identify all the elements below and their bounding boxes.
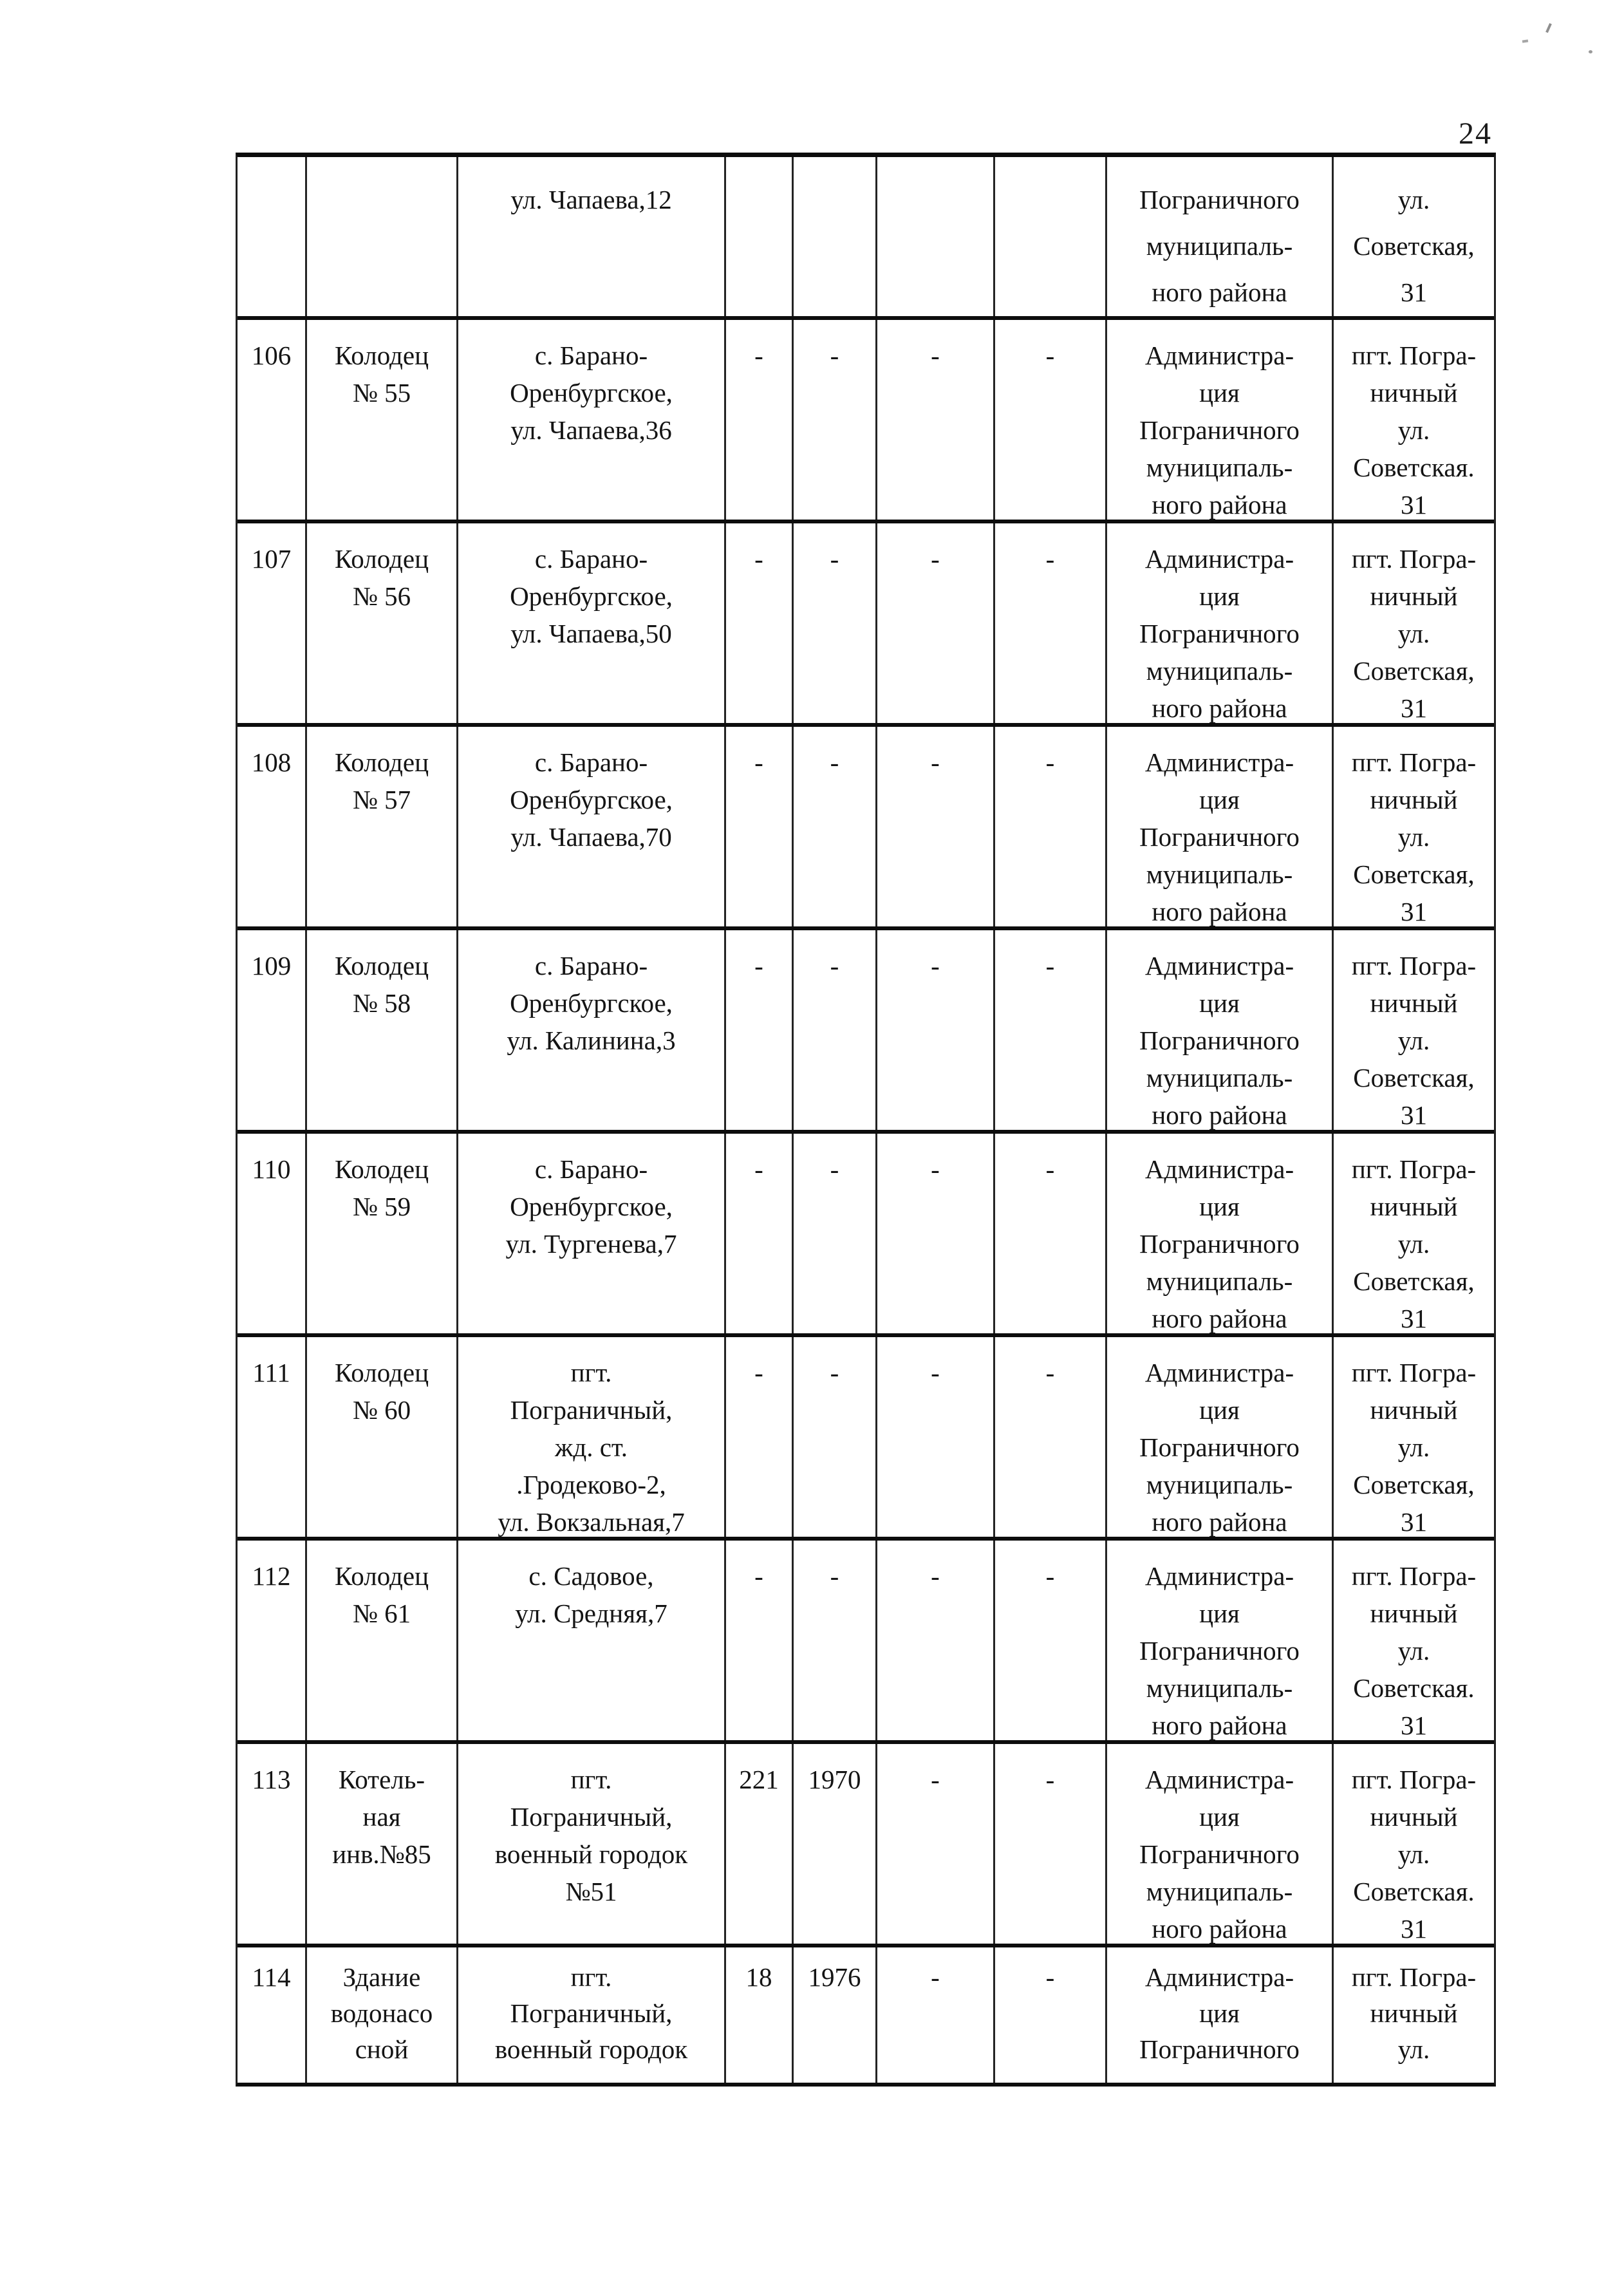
cell-text-line: ул. Средняя,7 (515, 1599, 667, 1628)
cell-year-built (794, 1541, 877, 1740)
cell-text-line: - (830, 951, 839, 980)
cell-text-line: Пограничного (1139, 1026, 1300, 1055)
cell-index (238, 1744, 307, 1944)
cell-object-address (458, 1337, 726, 1537)
cell-text-line: 111 (252, 1358, 290, 1387)
cell-text-line: Пограничного (1139, 619, 1300, 648)
cell-text-line: ция (1199, 785, 1240, 814)
cell-text-line: - (1045, 341, 1055, 370)
cell-text-line: 31 (1401, 490, 1427, 520)
cell-text-line: - (1045, 1358, 1055, 1387)
cell-text-line: ул. (1397, 822, 1430, 852)
cell-owner (1107, 1947, 1334, 2083)
cell-index (238, 1337, 307, 1537)
cell-text-line: Советская. (1353, 1877, 1475, 1906)
cell-text-line: пгт. Погра- (1351, 1154, 1477, 1184)
cell-value-1 (877, 523, 995, 723)
cell-object-address (458, 320, 726, 520)
table-row (238, 1744, 1494, 1947)
cell-text-line: - (830, 341, 839, 370)
cell-text-line: ничный (1370, 1998, 1458, 2028)
cell-text-line: муниципаль- (1146, 1673, 1293, 1703)
cell-text-line: Пограничный, (510, 1395, 673, 1425)
table-row (238, 1337, 1494, 1541)
cell-value-1 (877, 320, 995, 520)
cell-owner (1107, 157, 1334, 316)
cell-value-1 (877, 1134, 995, 1333)
cell-index (238, 157, 307, 316)
cell-value-2 (995, 930, 1107, 1130)
cell-text-line: 18 (745, 1962, 772, 1992)
cell-text-line: № 56 (352, 581, 411, 611)
cell-text-line: водонасо (330, 1998, 433, 2028)
cell-text-line: № 61 (352, 1599, 411, 1628)
cell-text-line: 107 (251, 544, 292, 574)
cell-text-line: Пограничного (1139, 1839, 1300, 1869)
cell-text-line: ничный (1370, 1192, 1458, 1221)
cell-text-line: 112 (252, 1561, 291, 1591)
cell-area (726, 523, 794, 723)
cell-text-line: муниципаль- (1146, 1877, 1293, 1906)
cell-text-line: Администра- (1144, 1154, 1294, 1184)
table-row (238, 1134, 1494, 1337)
cell-text-line: ного района (1152, 693, 1287, 723)
cell-text-line: пгт. Погра- (1351, 341, 1477, 370)
cell-index (238, 320, 307, 520)
cell-text-line: пгт. Погра- (1351, 1962, 1477, 1992)
cell-index (238, 930, 307, 1130)
cell-text-line: - (754, 747, 763, 777)
cell-text-line: №51 (565, 1877, 617, 1906)
cell-year-built (794, 320, 877, 520)
cell-text-line: пгт. (570, 1358, 612, 1387)
table-row (238, 320, 1494, 523)
cell-text-line: Советская, (1353, 859, 1475, 889)
cell-year-built (794, 930, 877, 1130)
cell-text-line: - (931, 544, 940, 574)
cell-object-address (458, 930, 726, 1130)
cell-owner-address (1334, 1337, 1494, 1537)
cell-text-line: - (754, 341, 763, 370)
cell-text-line: - (1045, 1561, 1055, 1591)
cell-text-line: Пограничного (1139, 185, 1300, 214)
cell-text-line: Пограничного (1139, 822, 1300, 852)
cell-text-line: Пограничный, (510, 1998, 673, 2028)
cell-object-name (307, 1337, 458, 1537)
cell-text-line: ция (1199, 378, 1240, 408)
cell-object-name (307, 1541, 458, 1740)
cell-text-line: ного района (1152, 1304, 1287, 1333)
cell-text-line: - (1045, 544, 1055, 574)
cell-text-line: - (931, 1765, 940, 1794)
cell-text-line: - (830, 747, 839, 777)
cell-text-line: Оренбургское, (510, 785, 673, 814)
cell-text-line: Советская, (1353, 1063, 1475, 1093)
cell-text-line: Администра- (1144, 951, 1294, 980)
cell-area (726, 1337, 794, 1537)
cell-text-line: - (754, 1154, 763, 1184)
cell-area (726, 1744, 794, 1944)
cell-text-line: пгт. Погра- (1351, 544, 1477, 574)
cell-area (726, 1134, 794, 1333)
cell-object-address (458, 157, 726, 316)
cell-year-built (794, 1744, 877, 1944)
cell-index (238, 1947, 307, 2083)
cell-value-1 (877, 727, 995, 926)
cell-text-line: - (830, 1561, 839, 1591)
cell-text-line: - (931, 341, 940, 370)
cell-text-line: ция (1199, 1395, 1240, 1425)
cell-text-line: - (931, 1962, 940, 1992)
cell-text-line: с. Барано- (534, 341, 648, 370)
cell-text-line: Оренбургское, (510, 378, 673, 408)
cell-value-1 (877, 1947, 995, 2083)
table-row (238, 523, 1494, 727)
cell-value-1 (877, 1541, 995, 1740)
cell-text-line: пгт. Погра- (1351, 747, 1477, 777)
cell-text-line: - (754, 1561, 763, 1591)
cell-value-1 (877, 157, 995, 316)
cell-text-line: ничный (1370, 1599, 1458, 1628)
cell-text-line: ул. Чапаева,50 (510, 619, 672, 648)
cell-text-line: муниципаль- (1146, 1266, 1293, 1296)
cell-text-line: Пограничного (1139, 1432, 1300, 1462)
cell-text-line: муниципаль- (1146, 231, 1293, 261)
cell-text-line: ул. Калинина,3 (507, 1026, 676, 1055)
cell-text-line: 31 (1401, 1304, 1427, 1333)
cell-value-1 (877, 1744, 995, 1944)
cell-text-line: 31 (1401, 897, 1427, 926)
cell-year-built (794, 157, 877, 316)
scan-artifact (1522, 39, 1528, 42)
cell-text-line: муниципаль- (1146, 1470, 1293, 1499)
cell-text-line: - (1045, 1765, 1055, 1794)
cell-text-line: ция (1199, 581, 1240, 611)
cell-text-line: с. Барано- (534, 951, 648, 980)
table-row (238, 930, 1494, 1134)
cell-object-address (458, 1541, 726, 1740)
cell-text-line: ного района (1152, 277, 1287, 307)
cell-object-name (307, 1134, 458, 1333)
cell-owner (1107, 523, 1334, 723)
cell-text-line: с. Барано- (534, 747, 648, 777)
cell-text-line: - (1045, 1962, 1055, 1992)
cell-owner (1107, 1541, 1334, 1740)
cell-owner (1107, 1337, 1334, 1537)
cell-text-line: Советская. (1353, 1673, 1475, 1703)
cell-text-line: - (931, 747, 940, 777)
cell-text-line: - (1045, 1154, 1055, 1184)
cell-text-line: пгт. Погра- (1351, 1358, 1477, 1387)
cell-object-address (458, 1947, 726, 2083)
cell-object-name (307, 523, 458, 723)
cell-text-line: ул. (1397, 2034, 1430, 2064)
cell-text-line: № 58 (352, 988, 411, 1018)
cell-value-2 (995, 1744, 1107, 1944)
cell-value-1 (877, 930, 995, 1130)
cell-text-line: 110 (252, 1154, 291, 1184)
cell-text-line: 1976 (808, 1962, 861, 1992)
cell-value-2 (995, 320, 1107, 520)
scan-artifact (1589, 50, 1592, 53)
cell-text-line: 221 (739, 1765, 779, 1794)
cell-text-line: ул. (1397, 619, 1430, 648)
cell-owner (1107, 320, 1334, 520)
cell-text-line: 114 (252, 1962, 291, 1992)
cell-text-line: Колодец (334, 951, 429, 980)
cell-text-line: ул. Чапаева,36 (510, 415, 672, 445)
cell-text-line: пгт. Погра- (1351, 1561, 1477, 1591)
cell-year-built (794, 1134, 877, 1333)
table-row (238, 1541, 1494, 1744)
cell-text-line: ул. (1397, 1636, 1430, 1665)
cell-object-address (458, 1744, 726, 1944)
cell-text-line: - (1045, 951, 1055, 980)
cell-text-line: Котель- (338, 1765, 425, 1794)
cell-object-name (307, 727, 458, 926)
cell-text-line: ул. (1397, 185, 1430, 214)
cell-text-line: Советская, (1353, 1470, 1475, 1499)
cell-object-address (458, 1134, 726, 1333)
cell-text-line: пгт. (570, 1962, 612, 1992)
cell-text-line: ция (1199, 1599, 1240, 1628)
cell-owner (1107, 1134, 1334, 1333)
cell-text-line: Оренбургское, (510, 581, 673, 611)
cell-text-line: военный городок (494, 2034, 688, 2064)
cell-text-line: ного района (1152, 1100, 1287, 1130)
cell-text-line: сной (355, 2034, 409, 2064)
cell-text-line: - (754, 544, 763, 574)
cell-text-line: Пограничного (1139, 1229, 1300, 1259)
cell-text-line: Оренбургское, (510, 1192, 673, 1221)
cell-owner-address (1334, 1541, 1494, 1740)
cell-text-line: пгт. Погра- (1351, 1765, 1477, 1794)
cell-text-line: № 55 (352, 378, 411, 408)
cell-text-line: Пограничного (1139, 2034, 1300, 2064)
cell-area (726, 727, 794, 926)
table-row (238, 1947, 1494, 2083)
cell-text-line: с. Садовое, (528, 1561, 654, 1591)
cell-text-line: муниципаль- (1146, 453, 1293, 482)
cell-text-line: 113 (252, 1765, 291, 1794)
cell-text-line: ничный (1370, 785, 1458, 814)
cell-text-line: ул. Чапаева,12 (510, 185, 672, 214)
cell-text-line: Пограничного (1139, 1636, 1300, 1665)
cell-text-line: № 57 (352, 785, 411, 814)
cell-text-line: ного района (1152, 1507, 1287, 1537)
table-row (238, 157, 1494, 320)
cell-text-line: муниципаль- (1146, 656, 1293, 686)
cell-text-line: ного района (1152, 897, 1287, 926)
cell-year-built (794, 1337, 877, 1537)
cell-text-line: - (931, 1561, 940, 1591)
table-row (238, 727, 1494, 930)
cell-text-line: ция (1199, 1998, 1240, 2028)
cell-text-line: 108 (251, 747, 292, 777)
cell-value-2 (995, 1134, 1107, 1333)
cell-text-line: ул. (1397, 1839, 1430, 1869)
cell-area (726, 1541, 794, 1740)
cell-text-line: Оренбургское, (510, 988, 673, 1018)
cell-text-line: - (931, 951, 940, 980)
cell-text-line: муниципаль- (1146, 1063, 1293, 1093)
cell-text-line: - (830, 544, 839, 574)
cell-text-line: 109 (251, 951, 292, 980)
cell-text-line: ничный (1370, 378, 1458, 408)
cell-text-line: военный городок (494, 1839, 688, 1869)
cell-index (238, 523, 307, 723)
cell-text-line: муниципаль- (1146, 859, 1293, 889)
cell-text-line: с. Барано- (534, 544, 648, 574)
cell-text-line: Колодец (334, 1561, 429, 1591)
cell-text-line: ул. Чапаева,70 (510, 822, 672, 852)
cell-text-line: ничный (1370, 581, 1458, 611)
cell-text-line: Пограничный, (510, 1802, 673, 1832)
cell-text-line: Администра- (1144, 1765, 1294, 1794)
cell-text-line: Советская, (1353, 656, 1475, 686)
cell-text-line: ция (1199, 988, 1240, 1018)
cell-object-name (307, 1947, 458, 2083)
cell-object-name (307, 320, 458, 520)
cell-text-line: жд. ст. (555, 1432, 628, 1462)
cell-text-line: № 59 (352, 1192, 411, 1221)
cell-text-line: Администра- (1144, 544, 1294, 574)
cell-value-2 (995, 1337, 1107, 1537)
cell-text-line: 31 (1401, 1100, 1427, 1130)
cell-value-2 (995, 1947, 1107, 2083)
cell-text-line: - (830, 1358, 839, 1387)
cell-text-line: ничный (1370, 988, 1458, 1018)
cell-text-line: - (931, 1154, 940, 1184)
cell-text-line: 31 (1401, 1507, 1427, 1537)
cell-text-line: - (754, 951, 763, 980)
scan-artifact (1545, 23, 1552, 33)
cell-text-line: Здание (342, 1962, 421, 1992)
cell-area (726, 157, 794, 316)
cell-object-address (458, 523, 726, 723)
cell-text-line: ул. Тургенева,7 (505, 1229, 677, 1259)
cell-owner (1107, 727, 1334, 926)
cell-text-line: 31 (1401, 1711, 1427, 1740)
cell-text-line: ция (1199, 1192, 1240, 1221)
cell-object-name (307, 157, 458, 316)
cell-object-address (458, 727, 726, 926)
cell-text-line: ного района (1152, 1914, 1287, 1944)
property-registry-table (236, 153, 1496, 2087)
cell-object-name (307, 930, 458, 1130)
cell-text-line: Администра- (1144, 1358, 1294, 1387)
cell-index (238, 1541, 307, 1740)
cell-text-line: 106 (251, 341, 292, 370)
cell-value-2 (995, 523, 1107, 723)
cell-text-line: 1970 (808, 1765, 861, 1794)
cell-owner-address (1334, 1947, 1494, 2083)
cell-text-line: 31 (1401, 693, 1427, 723)
cell-owner (1107, 930, 1334, 1130)
cell-owner-address (1334, 727, 1494, 926)
cell-text-line: ничный (1370, 1395, 1458, 1425)
cell-text-line: ничный (1370, 1802, 1458, 1832)
cell-text-line: Советская, (1353, 231, 1475, 261)
cell-text-line: ул. Вокзальная,7 (498, 1507, 685, 1537)
cell-text-line: ул. (1397, 1432, 1430, 1462)
cell-area (726, 1947, 794, 2083)
cell-year-built (794, 1947, 877, 2083)
cell-text-line: .Гродеково-2, (516, 1470, 666, 1499)
cell-text-line: - (754, 1358, 763, 1387)
cell-text-line: Пограничного (1139, 415, 1300, 445)
cell-text-line: ул. (1397, 1229, 1430, 1259)
cell-text-line: Администра- (1144, 1561, 1294, 1591)
cell-text-line: Колодец (334, 747, 429, 777)
cell-index (238, 1134, 307, 1333)
cell-text-line: пгт. (570, 1765, 612, 1794)
cell-text-line: Колодец (334, 1154, 429, 1184)
cell-text-line: 31 (1401, 277, 1427, 307)
cell-owner-address (1334, 523, 1494, 723)
cell-text-line: Администра- (1144, 341, 1294, 370)
cell-index (238, 727, 307, 926)
cell-text-line: Колодец (334, 544, 429, 574)
cell-text-line: ного района (1152, 490, 1287, 520)
cell-text-line: ция (1199, 1802, 1240, 1832)
cell-text-line: № 60 (352, 1395, 411, 1425)
cell-text-line: - (931, 1358, 940, 1387)
cell-area (726, 930, 794, 1130)
cell-area (726, 320, 794, 520)
cell-owner-address (1334, 157, 1494, 316)
cell-text-line: Администра- (1144, 1962, 1294, 1992)
cell-text-line: Администра- (1144, 747, 1294, 777)
cell-text-line: Советская. (1353, 453, 1475, 482)
cell-text-line: ная (362, 1802, 401, 1832)
cell-text-line: Колодец (334, 1358, 429, 1387)
cell-owner (1107, 1744, 1334, 1944)
cell-text-line: с. Барано- (534, 1154, 648, 1184)
cell-text-line: Советская, (1353, 1266, 1475, 1296)
cell-owner-address (1334, 1134, 1494, 1333)
cell-value-2 (995, 1541, 1107, 1740)
cell-year-built (794, 727, 877, 926)
cell-value-2 (995, 157, 1107, 316)
cell-value-1 (877, 1337, 995, 1537)
cell-text-line: ного района (1152, 1711, 1287, 1740)
cell-text-line: - (830, 1154, 839, 1184)
cell-year-built (794, 523, 877, 723)
cell-owner-address (1334, 1744, 1494, 1944)
cell-text-line: пгт. Погра- (1351, 951, 1477, 980)
cell-text-line: Колодец (334, 341, 429, 370)
cell-owner-address (1334, 320, 1494, 520)
cell-owner-address (1334, 930, 1494, 1130)
cell-value-2 (995, 727, 1107, 926)
cell-text-line: инв.№85 (332, 1839, 431, 1869)
cell-object-name (307, 1744, 458, 1944)
cell-text-line: ул. (1397, 1026, 1430, 1055)
cell-text-line: ул. (1397, 415, 1430, 445)
cell-text-line: 31 (1401, 1914, 1427, 1944)
cell-text-line: - (1045, 747, 1055, 777)
page-number: 24 (1459, 117, 1492, 151)
